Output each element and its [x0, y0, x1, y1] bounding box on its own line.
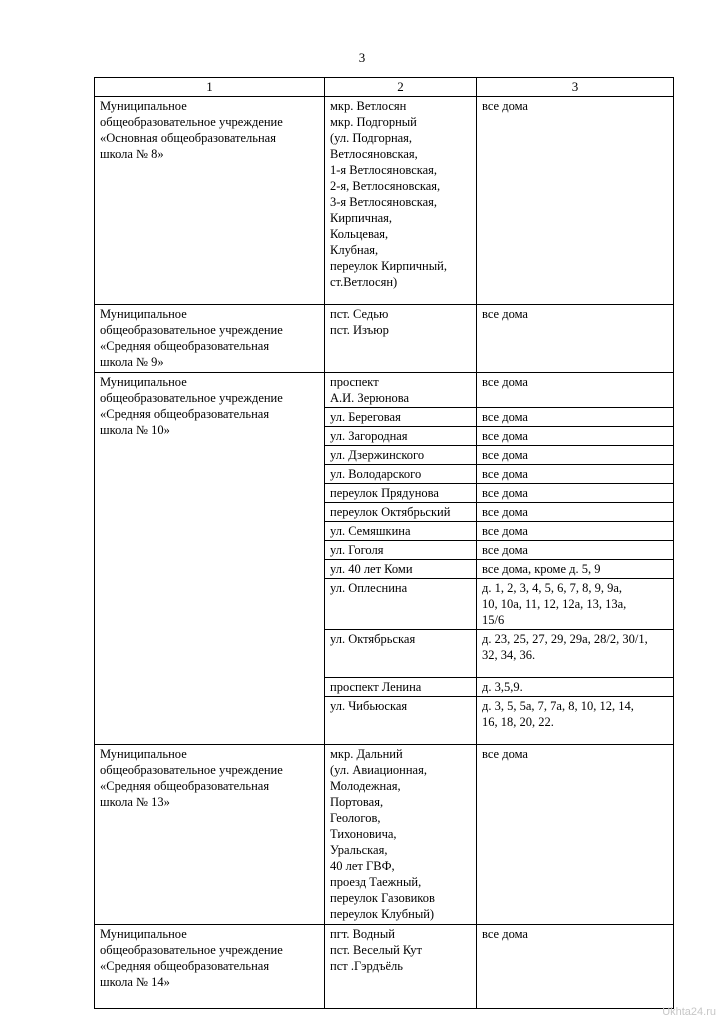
text-line: общеобразовательное учреждение — [100, 391, 283, 405]
area-cell — [325, 97, 477, 305]
text-line: ул. Гоголя — [330, 543, 384, 557]
text-line: ул. Октябрьская — [330, 632, 416, 646]
text-line: все дома — [482, 486, 528, 500]
text-line: все дома — [482, 410, 528, 424]
houses-cell — [477, 697, 674, 745]
text-line: Тихоновича, — [330, 827, 397, 841]
text-line: пст. Седью — [330, 307, 389, 321]
text-line: общеобразовательное учреждение — [100, 115, 283, 129]
houses-cell — [477, 925, 674, 1009]
text-line: все дома — [482, 543, 528, 557]
text-line: д. 1, 2, 3, 4, 5, 6, 7, 8, 9, 9а, — [482, 581, 623, 595]
table-row — [95, 373, 674, 408]
text-line: все дома — [482, 99, 528, 113]
text-line: Кольцевая, — [330, 227, 389, 241]
area-cell — [325, 697, 477, 745]
area-cell — [325, 503, 477, 522]
text-line: 3-я Ветлосяновская, — [330, 195, 438, 209]
text-line: мкр. Ветлосян — [330, 99, 407, 113]
houses-cell — [477, 541, 674, 560]
column-header-2: 2 — [325, 78, 477, 97]
table-row — [95, 97, 674, 305]
text-line: все дома — [482, 927, 528, 941]
text-line: переулок Октябрьский — [330, 505, 451, 519]
text-line: ул. Дзержинского — [330, 448, 425, 462]
houses-cell — [477, 97, 674, 305]
text-line: 32, 34, 36. — [482, 648, 536, 662]
text-line: общеобразовательное учреждение — [100, 323, 283, 337]
table-row — [95, 925, 674, 1009]
text-line: школа № 8» — [100, 147, 164, 161]
text-line: пст. Изъюр — [330, 323, 389, 337]
text-line: Муниципальное — [100, 99, 187, 113]
text-line: ул. Семяшкина — [330, 524, 411, 538]
column-header-1: 1 — [95, 78, 325, 97]
text-line: Муниципальное — [100, 375, 187, 389]
area-cell — [325, 678, 477, 697]
text-line: переулок Газовиков — [330, 891, 435, 905]
text-line: д. 3,5,9. — [482, 680, 523, 694]
table-row — [95, 305, 674, 373]
area-cell — [325, 484, 477, 503]
text-line: переулок Клубный) — [330, 907, 435, 921]
text-line: «Средняя общеобразовательная — [100, 959, 270, 973]
text-line: «Средняя общеобразовательная — [100, 407, 270, 421]
page-number: 3 — [358, 50, 366, 65]
houses-cell — [477, 408, 674, 427]
text-line: 1-я Ветлосяновская, — [330, 163, 438, 177]
text-line: Портовая, — [330, 795, 384, 809]
text-line: А.И. Зерюнова — [330, 391, 410, 405]
houses-cell — [477, 745, 674, 925]
text-line: общеобразовательное учреждение — [100, 763, 283, 777]
text-line: мкр. Дальний — [330, 747, 403, 761]
area-cell — [325, 373, 477, 408]
watermark-logo: Ukhta24.ru — [662, 1006, 716, 1018]
text-line: Клубная, — [330, 243, 379, 257]
text-line: Кирпичная, — [330, 211, 393, 225]
houses-cell — [477, 522, 674, 541]
text-line: школа № 13» — [100, 795, 170, 809]
text-line: все дома — [482, 524, 528, 538]
area-cell — [325, 522, 477, 541]
text-line: Муниципальное — [100, 747, 187, 761]
area-cell — [325, 541, 477, 560]
area-cell — [325, 446, 477, 465]
text-line: проспект Ленина — [330, 680, 422, 694]
text-line: школа № 10» — [100, 423, 170, 437]
text-line: ул. Загородная — [330, 429, 408, 443]
text-line: все дома — [482, 467, 528, 481]
school-name-cell — [95, 373, 325, 745]
text-line: (ул. Подгорная, — [330, 131, 413, 145]
text-line: все дома — [482, 448, 528, 462]
text-line: переулок Кирпичный, — [330, 259, 447, 273]
area-cell — [325, 925, 477, 1009]
area-cell — [325, 630, 477, 678]
houses-cell — [477, 630, 674, 678]
houses-cell — [477, 503, 674, 522]
area-cell — [325, 408, 477, 427]
text-line: 15/6 — [482, 613, 505, 627]
text-line: пст .Гэрдъёль — [330, 959, 403, 973]
houses-cell — [477, 465, 674, 484]
text-line: ул. Оплеснина — [330, 581, 408, 595]
houses-cell — [477, 446, 674, 465]
table-row — [95, 745, 674, 925]
text-line: все дома — [482, 307, 528, 321]
area-cell — [325, 305, 477, 373]
text-line: Молодежная, — [330, 779, 401, 793]
school-name-cell — [95, 97, 325, 305]
text-line: д. 3, 5, 5а, 7, 7а, 8, 10, 12, 14, — [482, 699, 634, 713]
text-line: мкр. Подгорный — [330, 115, 417, 129]
text-line: общеобразовательное учреждение — [100, 943, 283, 957]
text-line: проспект — [330, 375, 379, 389]
area-cell — [325, 745, 477, 925]
text-line: (ул. Авиационная, — [330, 763, 427, 777]
text-line: «Средняя общеобразовательная — [100, 339, 270, 353]
text-line: все дома — [482, 747, 528, 761]
houses-cell — [477, 305, 674, 373]
text-line: пст. Веселый Кут — [330, 943, 423, 957]
area-cell — [325, 579, 477, 630]
area-cell — [325, 560, 477, 579]
text-line: Муниципальное — [100, 927, 187, 941]
text-line: все дома — [482, 429, 528, 443]
text-line: 16, 18, 20, 22. — [482, 715, 554, 729]
area-cell — [325, 465, 477, 484]
houses-cell — [477, 579, 674, 630]
text-line: «Основная общеобразовательная — [100, 131, 276, 145]
text-line: ул. Береговая — [330, 410, 401, 424]
text-line: 10, 10а, 11, 12, 12а, 13, 13а, — [482, 597, 627, 611]
text-line: д. 23, 25, 27, 29, 29а, 28/2, 30/1, — [482, 632, 648, 646]
school-district-table — [94, 77, 674, 1009]
text-line: пгт. Водный — [330, 927, 395, 941]
text-line: Ветлосяновская, — [330, 147, 418, 161]
text-line: ул. 40 лет Коми — [330, 562, 413, 576]
school-name-cell — [95, 925, 325, 1009]
text-line: Геологов, — [330, 811, 381, 825]
school-name-cell — [95, 305, 325, 373]
text-line: школа № 14» — [100, 975, 170, 989]
houses-cell — [477, 427, 674, 446]
area-cell — [325, 427, 477, 446]
text-line: ул. Чибьюская — [330, 699, 408, 713]
houses-cell — [477, 560, 674, 579]
table-header-row — [95, 78, 674, 97]
text-line: Уральская, — [330, 843, 388, 857]
text-line: ул. Володарского — [330, 467, 422, 481]
text-line: все дома, кроме д. 5, 9 — [482, 562, 601, 576]
text-line: переулок Прядунова — [330, 486, 439, 500]
houses-cell — [477, 373, 674, 408]
school-name-cell — [95, 745, 325, 925]
text-line: все дома — [482, 505, 528, 519]
text-line: школа № 9» — [100, 355, 164, 369]
column-header-3: 3 — [477, 78, 674, 97]
text-line: проезд Таежный, — [330, 875, 422, 889]
text-line: все дома — [482, 375, 528, 389]
houses-cell — [477, 678, 674, 697]
text-line: 2-я, Ветлосяновская, — [330, 179, 441, 193]
text-line: 40 лет ГВФ, — [330, 859, 395, 873]
houses-cell — [477, 484, 674, 503]
text-line: ст.Ветлосян) — [330, 275, 398, 289]
text-line: «Средняя общеобразовательная — [100, 779, 270, 793]
text-line: Муниципальное — [100, 307, 187, 321]
